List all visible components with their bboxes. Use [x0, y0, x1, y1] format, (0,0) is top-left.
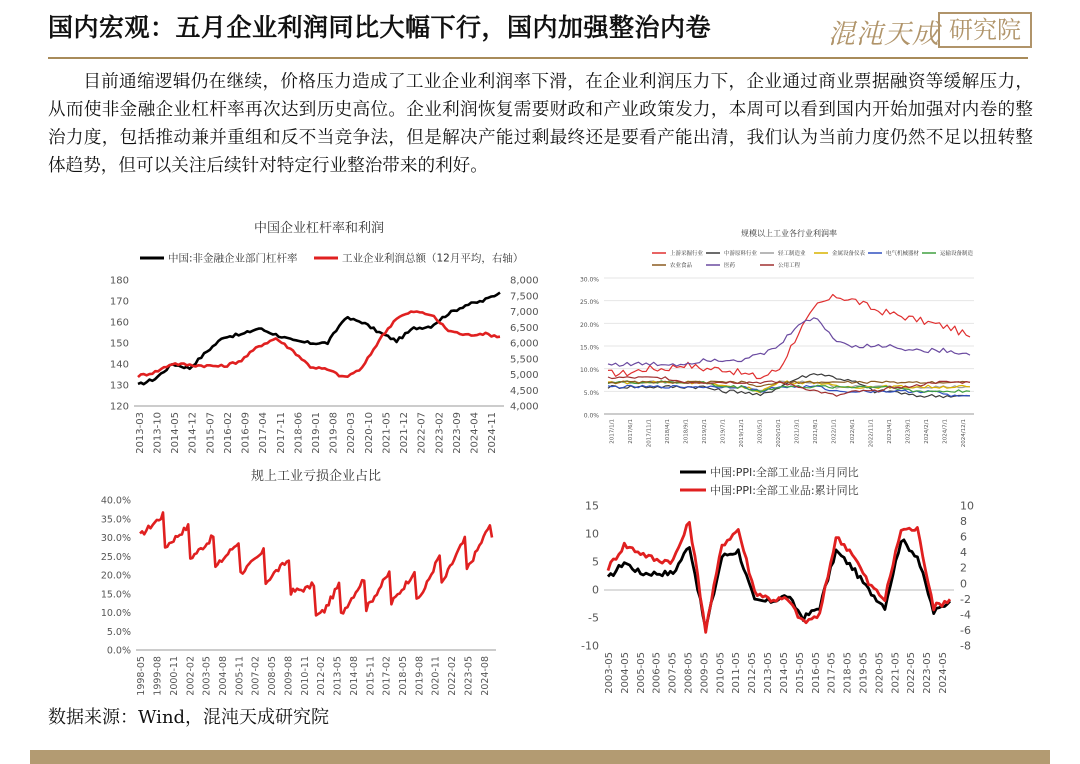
- y2-tick-label: 8: [960, 515, 967, 529]
- x-tick-label: 2019-05: [858, 652, 870, 694]
- x-tick-label: 2018-05: [398, 656, 409, 696]
- x-tick-label: 2020/10/1: [775, 419, 782, 448]
- x-tick-label: 1999-08: [152, 656, 164, 696]
- x-tick-label: 2015-11: [365, 656, 377, 696]
- y-tick-label: 150: [109, 338, 129, 350]
- legend-label: 金属设备仪表: [832, 250, 866, 257]
- x-tick-label: 2024-05: [938, 652, 950, 694]
- legend-label: 公用工程: [778, 262, 801, 269]
- x-tick-label: 2016-05: [810, 652, 822, 694]
- x-tick-label: 2014-05: [778, 652, 790, 694]
- y2-tick-label: -6: [960, 623, 971, 637]
- x-tick-label: 2004-05: [619, 652, 631, 694]
- legend-label: 电气机械器材: [886, 250, 920, 257]
- chart-industry-margin-svg: [578, 222, 988, 454]
- x-tick-label: 2020-10: [363, 412, 375, 454]
- legend-label: 中国:PPI:全部工业品:累计同比: [710, 483, 859, 497]
- chart-ppi: [560, 462, 1020, 696]
- x-tick-label: 2017/1/1: [609, 419, 616, 444]
- x-tick-label: 2005-11: [234, 656, 246, 696]
- logo-text: 混沌天成: [828, 19, 940, 50]
- legend-label: 中国:PPI:全部工业品:当月同比: [710, 465, 859, 479]
- x-tick-label: 2022/11/1: [868, 419, 875, 448]
- x-tick-label: 2005-05: [635, 652, 647, 694]
- x-tick-label: 2018/9/1: [683, 419, 690, 444]
- y2-tick-label: 7,500: [510, 291, 539, 303]
- x-tick-label: 2007-02: [250, 656, 262, 696]
- chart-loss-ratio: [100, 462, 540, 696]
- x-tick-label: 2022/6/1: [849, 419, 856, 444]
- x-tick-label: 2018-06: [293, 412, 305, 454]
- x-tick-label: 2014-08: [348, 656, 360, 696]
- x-tick-label: 2019-08: [328, 412, 340, 454]
- x-tick-label: 2023-05: [922, 652, 934, 694]
- x-tick-label: 2017-11: [275, 412, 287, 454]
- chart-loss-ratio-svg: [100, 462, 540, 696]
- x-tick-label: 2012-02: [316, 656, 328, 696]
- y2-tick-label: 6,500: [510, 322, 539, 334]
- x-tick-label: 2021/3/1: [794, 419, 801, 444]
- y-tick-label: 120: [109, 401, 129, 413]
- y-tick-label: 180: [109, 275, 129, 287]
- y2-tick-label: 4,500: [510, 385, 539, 397]
- y-tick-label: -5: [588, 611, 599, 625]
- x-tick-label: 2018-05: [842, 652, 854, 694]
- chart-ppi-svg: [560, 462, 1020, 696]
- x-tick-label: 2024/2/1: [923, 419, 930, 444]
- y-tick-label: 15.0%: [100, 589, 131, 601]
- series-line: [140, 513, 492, 616]
- x-tick-label: 2017/6/1: [627, 419, 634, 444]
- y-tick-label: 10: [585, 527, 599, 541]
- header: [0, 0, 1080, 58]
- y-tick-label: 30.0%: [579, 276, 599, 284]
- chart-title: 规上工业亏损企业占比: [250, 469, 382, 484]
- x-tick-label: 2021-12: [399, 412, 411, 454]
- header-divider: [48, 57, 1028, 59]
- x-tick-label: 2021/8/1: [812, 419, 819, 444]
- page-title: 国内宏观：五月企业利润同比大幅下行，国内加强整治内卷: [48, 13, 712, 42]
- y2-tick-label: 0: [960, 577, 967, 591]
- x-tick-label: 2024-11: [487, 412, 499, 454]
- x-tick-label: 2013-05: [763, 652, 775, 694]
- x-tick-label: 2017-02: [381, 656, 393, 696]
- x-tick-label: 2014-12: [187, 412, 199, 454]
- y-tick-label: 10.0%: [100, 608, 131, 619]
- x-tick-label: 2022-05: [906, 652, 918, 694]
- x-tick-label: 2002-02: [185, 656, 197, 696]
- x-tick-label: 2019-01: [311, 412, 322, 454]
- y-tick-label: 0.0%: [106, 645, 131, 657]
- series-line: [138, 293, 500, 385]
- y-tick-label: 5.0%: [583, 389, 599, 397]
- x-tick-label: 2024-04: [469, 412, 481, 454]
- x-tick-label: 2024/7/1: [942, 419, 949, 444]
- x-tick-label: 2017-05: [826, 652, 838, 694]
- x-tick-label: 2022-02: [447, 656, 459, 696]
- y-tick-label: 15: [585, 499, 599, 513]
- y2-tick-label: 5,000: [510, 370, 539, 381]
- x-tick-label: 2013-10: [152, 412, 164, 454]
- x-tick-label: 2010-11: [299, 656, 311, 696]
- x-tick-label: 2012-05: [747, 652, 759, 694]
- x-tick-label: 2019/12/1: [738, 419, 745, 448]
- y-tick-label: 0.0%: [583, 412, 599, 420]
- chart-title: 规模以上工业各行业利润率: [741, 229, 837, 238]
- x-tick-label: 2021-05: [381, 412, 393, 454]
- y-tick-label: 20.0%: [579, 321, 599, 329]
- legend-label: 上游采掘行业: [670, 250, 704, 257]
- x-tick-label: 2023-05: [463, 656, 475, 696]
- x-tick-label: 2008-05: [267, 656, 279, 696]
- x-tick-label: 2010-05: [715, 652, 727, 694]
- legend-label: 农业食品: [670, 262, 693, 269]
- summary-text: 目前通缩逻辑仍在继续，价格压力造成了工业企业利润率下滑，在企业利润压力下，企业通过商业票据融资等缓解压力，从而使非金融企业杠杆率再次达到历史高位。企业利润恢复需要财政和产业政策发力，本周可以看到国内开始加强对内卷的整治力度，包括推动兼并重组和反不当竞争法，但是解决产能过剩最终还是要看产能出清，我们认为当前力度仍然不足以扭转整体趋势，但可以关注后续针对特定行业整治带来的利好。: [48, 72, 1033, 176]
- x-tick-label: 2006-05: [651, 652, 663, 694]
- y2-tick-label: 2: [960, 561, 967, 575]
- y-tick-label: 40.0%: [100, 495, 131, 507]
- y2-tick-label: 4,000: [510, 401, 539, 413]
- x-tick-label: 2023/9/1: [905, 419, 912, 444]
- x-tick-label: 2019-08: [414, 656, 426, 696]
- y2-tick-label: 6: [960, 530, 967, 544]
- x-tick-label: 2003-05: [201, 656, 213, 696]
- y2-tick-label: 4: [960, 546, 967, 560]
- x-tick-label: 2009-05: [699, 652, 711, 694]
- x-tick-label: 2008-05: [683, 652, 695, 694]
- x-tick-label: 2015-07: [205, 412, 217, 454]
- x-tick-label: 2017-04: [258, 412, 270, 454]
- chart-title: 中国企业杠杆率和利润: [253, 221, 385, 236]
- x-tick-label: 2024-08: [479, 656, 491, 696]
- x-tick-label: 2016-09: [240, 412, 252, 454]
- x-tick-label: 2004-08: [218, 656, 229, 696]
- y-tick-label: -10: [581, 639, 599, 653]
- x-tick-label: 2013-05: [332, 656, 344, 696]
- y-tick-label: 160: [109, 317, 129, 329]
- y-tick-label: 130: [109, 380, 129, 392]
- x-tick-label: 2014-05: [170, 412, 182, 454]
- y-tick-label: 5: [592, 555, 599, 569]
- series-line: [608, 540, 950, 629]
- x-tick-label: 2003-05: [603, 652, 615, 694]
- x-tick-label: 2015-05: [794, 652, 806, 694]
- y-tick-label: 30.0%: [100, 533, 131, 544]
- x-tick-label: 2021-05: [890, 652, 902, 694]
- y-tick-label: 25.0%: [100, 551, 131, 563]
- series-line: [608, 522, 950, 632]
- y2-tick-label: -2: [960, 592, 971, 606]
- summary-paragraph: [48, 68, 1033, 180]
- x-tick-label: 2000-11: [168, 656, 180, 696]
- y-tick-label: 5.0%: [106, 626, 131, 638]
- legend-label: 运输设备制造: [940, 250, 974, 257]
- x-tick-label: 2017/11/1: [646, 419, 653, 448]
- y-tick-label: 35.0%: [100, 514, 131, 526]
- legend-label: 中游原料行业: [724, 250, 758, 257]
- y-tick-label: 170: [109, 296, 129, 308]
- y2-tick-label: 8,000: [510, 275, 539, 287]
- legend-label: 工业企业利润总额（12月平均，右轴）: [342, 252, 524, 265]
- y2-tick-label: 6,000: [510, 338, 539, 350]
- x-tick-label: 2019/2/1: [701, 419, 708, 444]
- y-tick-label: 10.0%: [579, 367, 599, 375]
- y2-tick-label: -4: [960, 608, 971, 622]
- y-tick-label: 0: [592, 583, 599, 597]
- x-tick-label: 2011-05: [731, 652, 743, 694]
- data-source: 数据来源：Wind，混沌天成研究院: [48, 707, 330, 728]
- y-tick-label: 25.0%: [579, 299, 599, 307]
- y-tick-label: 20.0%: [100, 570, 131, 582]
- x-tick-label: 2020-11: [430, 656, 442, 696]
- x-tick-label: 2007-05: [667, 652, 679, 694]
- chart-leverage-profit: [100, 216, 540, 456]
- series-line: [608, 295, 970, 379]
- x-tick-label: 2022-07: [416, 412, 428, 454]
- y-tick-label: 15.0%: [579, 344, 599, 352]
- y2-tick-label: 5,500: [510, 354, 539, 366]
- legend-label: 医药: [724, 262, 736, 269]
- x-tick-label: 2016-02: [222, 412, 234, 454]
- x-tick-label: 1998-05: [136, 656, 148, 696]
- y2-tick-label: 10: [960, 499, 974, 513]
- legend-label: 中国:非金融企业部门杠杆率: [168, 252, 298, 265]
- chart-leverage-profit-svg: [100, 216, 540, 456]
- x-tick-label: 2020/5/1: [757, 419, 764, 444]
- x-tick-label: 2022/1/1: [831, 419, 838, 444]
- x-tick-label: 2023-02: [434, 412, 446, 454]
- legend-label: 轻工制造业: [778, 250, 806, 257]
- x-tick-label: 2009-08: [283, 656, 295, 696]
- y-tick-label: 140: [109, 359, 129, 371]
- x-tick-label: 2020-05: [874, 652, 886, 694]
- series-line: [608, 318, 970, 366]
- chart-industry-margin: [578, 222, 988, 454]
- x-tick-label: 2020-03: [346, 412, 358, 454]
- x-tick-label: 2024/12/1: [960, 419, 967, 448]
- x-tick-label: 2013-03: [134, 412, 146, 454]
- y2-tick-label: -8: [960, 639, 971, 653]
- x-tick-label: 2023/4/1: [886, 419, 893, 444]
- logo-box: 研究院: [938, 12, 1032, 48]
- x-tick-label: 2019/7/1: [720, 419, 727, 444]
- y2-tick-label: 7,000: [510, 307, 539, 318]
- x-tick-label: 2023-09: [451, 412, 463, 454]
- brand-logo: [828, 12, 1032, 48]
- footer-bar: [30, 750, 1050, 764]
- x-tick-label: 2018/4/1: [664, 419, 671, 444]
